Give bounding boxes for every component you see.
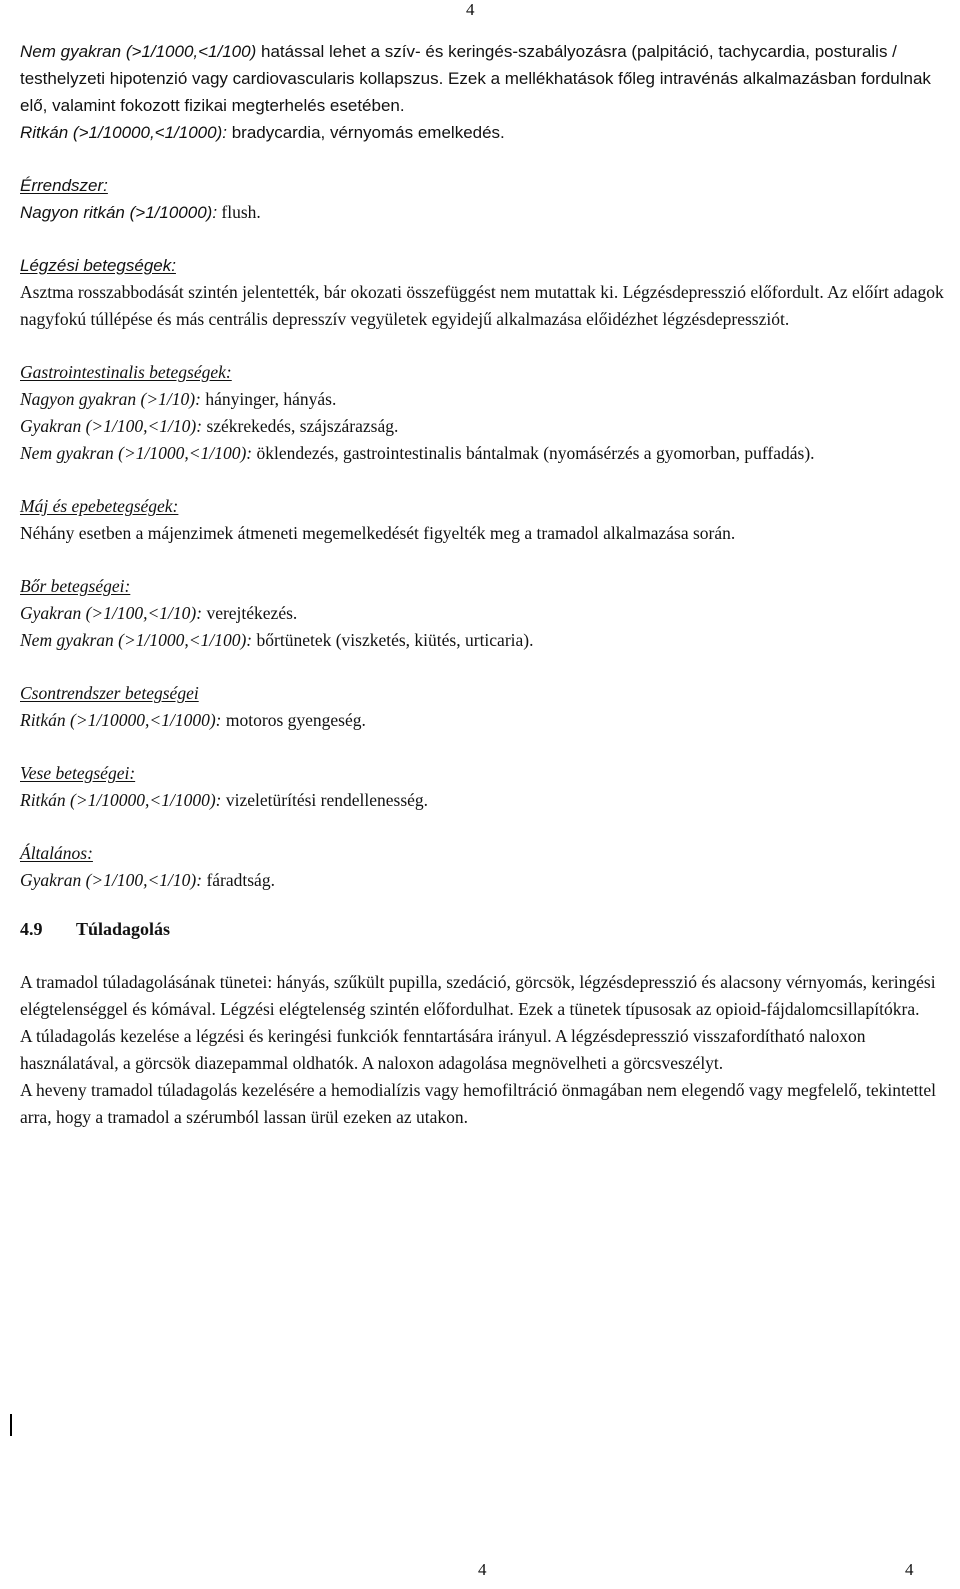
- paragraph-text: bradycardia, vérnyomás emelkedés.: [226, 123, 505, 142]
- frequency-label: Ritkán (>1/10000,<1/1000):: [20, 123, 227, 142]
- frequency-label: Nem gyakran (>1/1000,<1/100):: [20, 443, 253, 463]
- section-heading-4-9: [20, 916, 955, 943]
- section-maj: [20, 493, 955, 547]
- page-number-top: 4: [466, 0, 475, 19]
- effect-text: verejtékezés.: [202, 603, 298, 623]
- frequency-label: Nem gyakran (>1/1000,<1/100):: [20, 630, 253, 650]
- frequency-label: Gyakran (>1/100,<1/10):: [20, 870, 203, 890]
- section-heading: Csontrendszer betegségei: [20, 683, 199, 703]
- section-vese: [20, 760, 955, 814]
- section-errendszer: [20, 172, 955, 226]
- effect-text: vizeletürítési rendellenesség.: [221, 790, 429, 810]
- section-heading: Gastrointestinalis betegségek:: [20, 362, 232, 382]
- frequency-label: Ritkán (>1/10000,<1/1000):: [20, 790, 222, 810]
- section-heading: Érrendszer:: [20, 176, 108, 195]
- document-body: [20, 38, 955, 1131]
- section-text: Asztma rosszabbodását szintén jelentették, bár okozati összefüggést nem mutattak ki. Légzésdepresszió előfordult. Az előírt adagok nagyfokú túllépése és más centrális depresszív vegyületek egyidejű alkalmazása előidézhet légzésdepressziót.: [20, 282, 944, 329]
- revision-change-bar: [10, 1414, 12, 1436]
- frequency-label: Nem gyakran (>1/1000,<1/100): [20, 42, 257, 61]
- section-gastro: [20, 359, 955, 467]
- effect-text: székrekedés, szájszárazság.: [202, 416, 399, 436]
- frequency-label: Nagyon ritkán (>1/10000):: [20, 203, 218, 222]
- effect-text: bőrtünetek (viszketés, kiütés, urticaria).: [252, 630, 534, 650]
- effect-text: flush.: [217, 202, 261, 222]
- paragraph: A heveny tramadol túladagolás kezelésére a hemodialízis vagy hemofiltráció önmagában nem elegendő vagy megfelelő, tekintettel arra, hogy a tramadol a szérumból lassan ürül ezeken az utakon.: [20, 1080, 936, 1127]
- section-tuladagolas-body: [20, 969, 955, 1131]
- paragraph-cardio-rare: [20, 119, 955, 146]
- section-heading: Máj és epebetegségek:: [20, 496, 179, 516]
- section-number: 4.9: [20, 919, 43, 939]
- paragraph-text: hatással lehet a szív- és keringés-szabályozásra (palpitáció, tachycardia, posturalis / testhelyzeti hipotenzió vagy cardiovascularis kollapszus. Ezek a mellékhatások főleg intravénás alkalmazásban fordulnak elő, valamint fokozott fizikai megterhelés esetében.: [20, 42, 931, 115]
- section-heading: Légzési betegségek:: [20, 256, 176, 275]
- paragraph: A tramadol túladagolásának tünetei: hányás, szűkült pupilla, szedáció, görcsök, légzésdepresszió és alacsony vérnyomás, keringési elégtelenséggel és kómával. Légzési elégtelenség szintén előfordulhat. Ezek a tünetek típusosak az opioid-fájdalomcsillapítókra.: [20, 972, 936, 1019]
- section-altalanos: [20, 840, 955, 894]
- frequency-label: Nagyon gyakran (>1/10):: [20, 389, 201, 409]
- section-heading: Vese betegségei:: [20, 763, 136, 783]
- paragraph: A túladagolás kezelése a légzési és keringési funkciók fenntartására irányul. A légzésdepresszió visszafordítható naloxon használatával, a görcsök diazepammal oldhatók. A naloxon adagolása megnövelheti a görcsveszélyt.: [20, 1026, 866, 1073]
- section-legzesi: [20, 252, 955, 333]
- section-csont: [20, 680, 955, 734]
- effect-text: motoros gyengeség.: [221, 710, 366, 730]
- frequency-label: Gyakran (>1/100,<1/10):: [20, 416, 203, 436]
- section-bor: [20, 573, 955, 654]
- section-heading: Általános:: [20, 843, 93, 863]
- frequency-label: Gyakran (>1/100,<1/10):: [20, 603, 203, 623]
- section-title: Túladagolás: [76, 919, 171, 939]
- frequency-label: Ritkán (>1/10000,<1/1000):: [20, 710, 222, 730]
- footer-page-number-right: 4: [905, 1560, 914, 1579]
- effect-text: hányinger, hányás.: [200, 389, 337, 409]
- section-text: Néhány esetben a májenzimek átmeneti megemelkedését figyelték meg a tramadol alkalmazása során.: [20, 523, 736, 543]
- section-heading: Bőr betegségei:: [20, 576, 131, 596]
- effect-text: öklendezés, gastrointestinalis bántalmak (nyomásérzés a gyomorban, puffadás).: [252, 443, 815, 463]
- paragraph-cardio: [20, 38, 955, 119]
- footer-page-number-left: 4: [478, 1560, 487, 1579]
- effect-text: fáradtság.: [202, 870, 275, 890]
